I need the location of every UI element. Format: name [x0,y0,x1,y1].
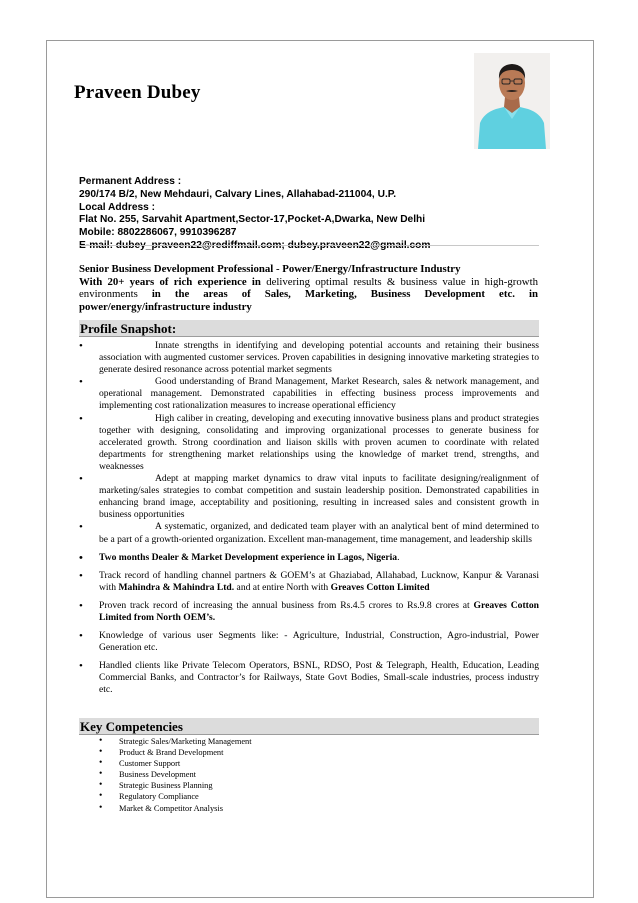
exp-prefix: With 20+ years of rich experience in [79,275,261,288]
bullet-icon: • [99,791,103,802]
competency-text: Strategic Sales/Marketing Management [119,737,252,746]
competency-item [99,803,252,814]
bullet-icon: • [79,569,83,582]
competency-item [99,780,252,791]
clients-item [79,660,539,696]
bullet-icon: • [79,551,83,564]
profile-item-text: Good understanding of Brand Management, Market Research, sales & network management, and operational management. Demonstrated capabilities in effecting business process improvements and implementing cost rationalization measures to increase operational efficiency [99,376,539,412]
knowledge-text: Knowledge of various user Segments like: - Agriculture, Industrial, Construction, Agro-industrial, Power Generation etc. [99,630,539,654]
exp-normal: delivering optimal results & business value in high-growth environments [79,275,538,301]
profile-item [79,340,539,376]
profile-item-text: A systematic, organized, and dedicated team player with an analytical bent of mind determined to be a part of a growth-oriented organization. Excellent man-management, time management, and leadership skills [99,521,539,545]
profile-item-text: Adept at mapping market dynamics to draw vital inputs to facilitate designing/realignment of marketing/sales strategies to combat competition and sustain leadership position. Demonstrated capabilities in enhancing brand image, acceptability and positioning, resulting in increased sales and consistent growth in business opportunities [99,473,539,521]
profile-item [79,473,539,521]
bullet-icon: • [99,747,103,758]
track1-d: Greaves Cotton Limited [330,581,430,593]
track2-a: Proven track record of increasing the annual business from Rs.4.5 crores to Rs.9.8 crores at [99,599,474,611]
profile-item [79,376,539,412]
profile-item [79,521,539,545]
mobile: Mobile: 8802286067, 9910396287 [79,227,237,239]
competency-item [99,747,252,758]
profile-snapshot-heading: Profile Snapshot: [79,320,539,337]
headline: Senior Business Development Professional - Power/Energy/Infrastructure Industry [79,263,461,275]
profile-photo [474,53,550,149]
profile-item-text: High caliber in creating, developing and executing innovative business plans and product strategies together with designing, consolidating and improving organizational processes to generate business for accelerated growth. Strong coordination and liaison skills with proven acumen to coordinate with related departments for strengthening market relationships using the knowledge of market trend, strengths, and weaknesses [99,412,539,472]
track1-a: Track record of handling channel partners & GOEM’s at Ghaziabad, Allahabad, Lucknow, Kanpur & Varanasi with [99,569,539,593]
bullet-icon: • [79,340,83,352]
proven-record-item [79,600,539,624]
summary-block [79,263,538,313]
clients-text: Handled clients like Private Telecom Operators, BSNL, RDSO, Post & Telegraph, Health, Education, Leading Commercial Banks, and Contractor’s for Railways, State Govt Bodies, Small-scale industries, process industry etc. [99,660,539,696]
competency-text: Customer Support [119,759,181,769]
nigeria-item [79,552,539,564]
local-address-label: Local Address : [79,201,156,213]
contact-block [79,176,541,253]
bullet-icon: • [79,660,83,673]
bullet-icon: • [79,473,83,486]
permanent-address-label: Permanent Address : [79,176,182,187]
exp-bold1: in the areas of Sales, Marketing, Business Development etc. in [151,288,538,301]
track1-b: Mahindra & Mahindra Ltd. [118,581,235,593]
competency-item [99,758,252,769]
competency-text: Market & Competitor Analysis [119,803,223,813]
bullet-icon: • [99,780,103,791]
nigeria-text: Two months Dealer & Market Development experience in Lagos, Nigeria [99,551,398,563]
competency-item [99,736,252,747]
email: E-mail: dubey_praveen22@rediffmail.com; dubey.praveen22@gmail.com [79,239,431,251]
competency-text: Product & Brand Development [119,748,224,758]
bullet-icon: • [79,630,83,643]
candidate-name: Praveen Dubey [74,82,201,103]
competency-text: Strategic Business Planning [119,781,213,791]
track1-c: and at entire North with [234,581,331,593]
key-competencies-heading: Key Competencies [79,718,539,735]
competency-text: Business Development [119,770,196,780]
bullet-icon: • [99,802,103,813]
bullet-icon: • [79,521,83,534]
bullet-icon: • [99,758,103,769]
competency-text: Regulatory Compliance [119,792,199,802]
bullet-icon: • [79,376,83,389]
competency-item [99,769,252,780]
competency-item [99,791,252,802]
knowledge-item [79,630,539,654]
exp-bold2: power/energy/infrastructure industry [79,300,252,313]
bullet-icon: • [99,769,103,780]
permanent-address: 290/174 B/2, New Mehdauri, Calvary Lines, Allahabad-211004, U.P. [79,188,397,200]
divider [79,245,539,246]
profile-bullets [79,340,539,697]
profile-item [79,413,539,473]
bullet-icon: • [79,599,83,612]
nigeria-end: . [397,551,400,563]
experience-line [79,276,538,301]
local-address: Flat No. 255, Sarvahit Apartment,Sector-17,Pocket-A,Dwarka, New Delhi [79,214,426,226]
competencies-list [99,736,252,814]
track2-b: Greaves Cotton Limited from North OEM’s. [99,599,539,623]
bullet-icon: • [79,412,83,425]
bullet-icon: • [99,736,103,746]
track-record-item [79,570,539,594]
profile-item-text: Innate strengths in identifying and developing potential accounts and retaining their business association with augmented customer services. Proven capabilities in designing innovative marketing strategies to generate desired resonance across potential market segments [99,340,539,376]
